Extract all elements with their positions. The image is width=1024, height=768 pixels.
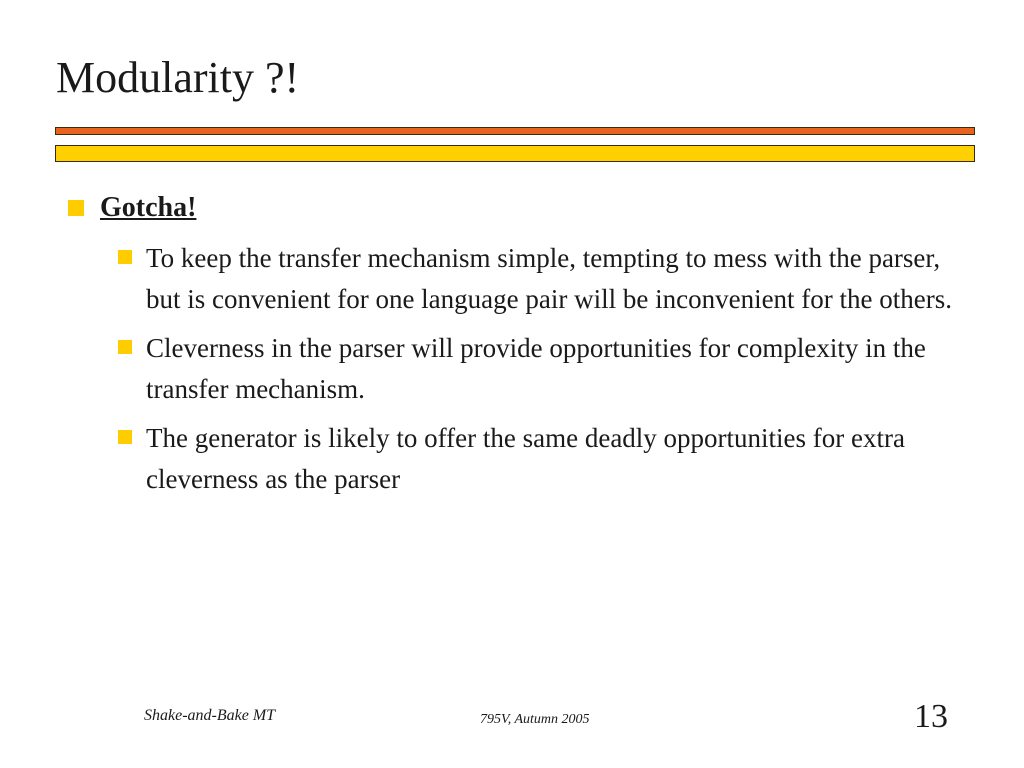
title-underline-orange-bar xyxy=(55,127,975,135)
page-number: 13 xyxy=(914,698,948,735)
footer-course-title: Shake-and-Bake MT xyxy=(144,707,276,724)
sub-bullet-text: To keep the transfer mechanism simple, tempting to mess with the parser, but is convenient for one language pair will be inconvenient for the others. xyxy=(146,243,953,314)
sub-bullet-item xyxy=(118,238,968,320)
square-bullet-icon xyxy=(118,430,132,444)
footer-course-term: 795V, Autumn 2005 xyxy=(480,712,590,727)
square-bullet-icon xyxy=(68,200,84,216)
main-bullet-label: Gotcha! xyxy=(100,192,197,223)
sub-bullet-item xyxy=(118,418,968,500)
sub-bullet-item xyxy=(118,328,968,410)
sub-bullet-list xyxy=(118,238,968,508)
slide-title: Modularity ?! xyxy=(56,53,300,102)
square-bullet-icon xyxy=(118,340,132,354)
sub-bullet-text: The generator is likely to offer the same deadly opportunities for extra cleverness as the parser xyxy=(146,423,905,494)
sub-bullet-text: Cleverness in the parser will provide opportunities for complexity in the transfer mechanism. xyxy=(146,333,926,404)
square-bullet-icon xyxy=(118,250,132,264)
title-underline-yellow-bar xyxy=(55,145,975,162)
